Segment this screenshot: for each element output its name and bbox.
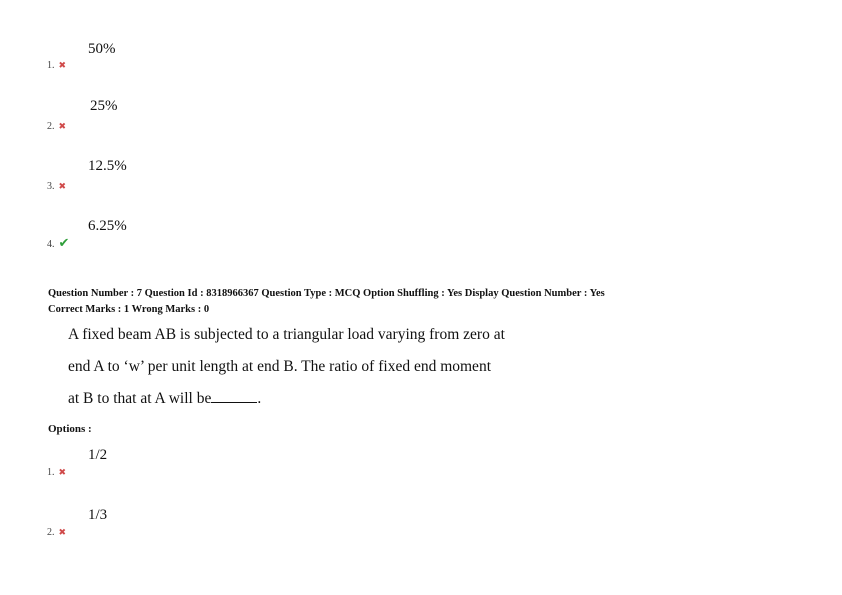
option-number: 2. bbox=[47, 121, 55, 132]
marks-info: Correct Marks : 1 Wrong Marks : 0 bbox=[48, 304, 210, 315]
option-text: 12.5% bbox=[88, 158, 127, 174]
cross-mark-icon: ✖ bbox=[58, 528, 67, 538]
option-number: 2. bbox=[47, 527, 55, 538]
question-text-line: end A to ‘w’ per unit length at end B. The ratio of fixed end moment bbox=[68, 358, 491, 375]
question-meta: Question Number : 7 Question Id : 8318966367 Question Type : MCQ Option Shuffling : Yes Display Question Number : Yes bbox=[48, 288, 605, 299]
cross-mark-icon: ✖ bbox=[58, 468, 67, 478]
options-label: Options : bbox=[48, 423, 92, 435]
question-text-fragment: at B to that at A will be bbox=[68, 390, 212, 407]
check-mark-icon: ✔ bbox=[58, 236, 70, 251]
option-row bbox=[47, 522, 66, 540]
cross-mark-icon: ✖ bbox=[58, 61, 67, 71]
option-row bbox=[47, 234, 69, 252]
cross-mark-icon: ✖ bbox=[58, 122, 67, 132]
option-number: 1. bbox=[47, 467, 55, 478]
option-text: 1/2 bbox=[88, 447, 108, 463]
option-text: 6.25% bbox=[88, 218, 127, 234]
answer-blank bbox=[211, 401, 257, 403]
option-number: 1. bbox=[47, 60, 55, 71]
option-number: 3. bbox=[47, 181, 55, 192]
option-row bbox=[47, 176, 66, 194]
option-row bbox=[47, 55, 66, 73]
question-text-line: A fixed beam AB is subjected to a triangular load varying from zero at bbox=[68, 326, 505, 343]
option-row bbox=[47, 116, 66, 134]
option-number: 4. bbox=[47, 239, 55, 250]
option-text: 25% bbox=[90, 98, 118, 114]
option-row bbox=[47, 462, 66, 480]
option-text: 50% bbox=[88, 41, 116, 57]
cross-mark-icon: ✖ bbox=[58, 182, 67, 192]
question-text-fragment: . bbox=[257, 390, 262, 407]
question-text-line bbox=[68, 390, 261, 408]
option-text: 1/3 bbox=[88, 507, 108, 523]
